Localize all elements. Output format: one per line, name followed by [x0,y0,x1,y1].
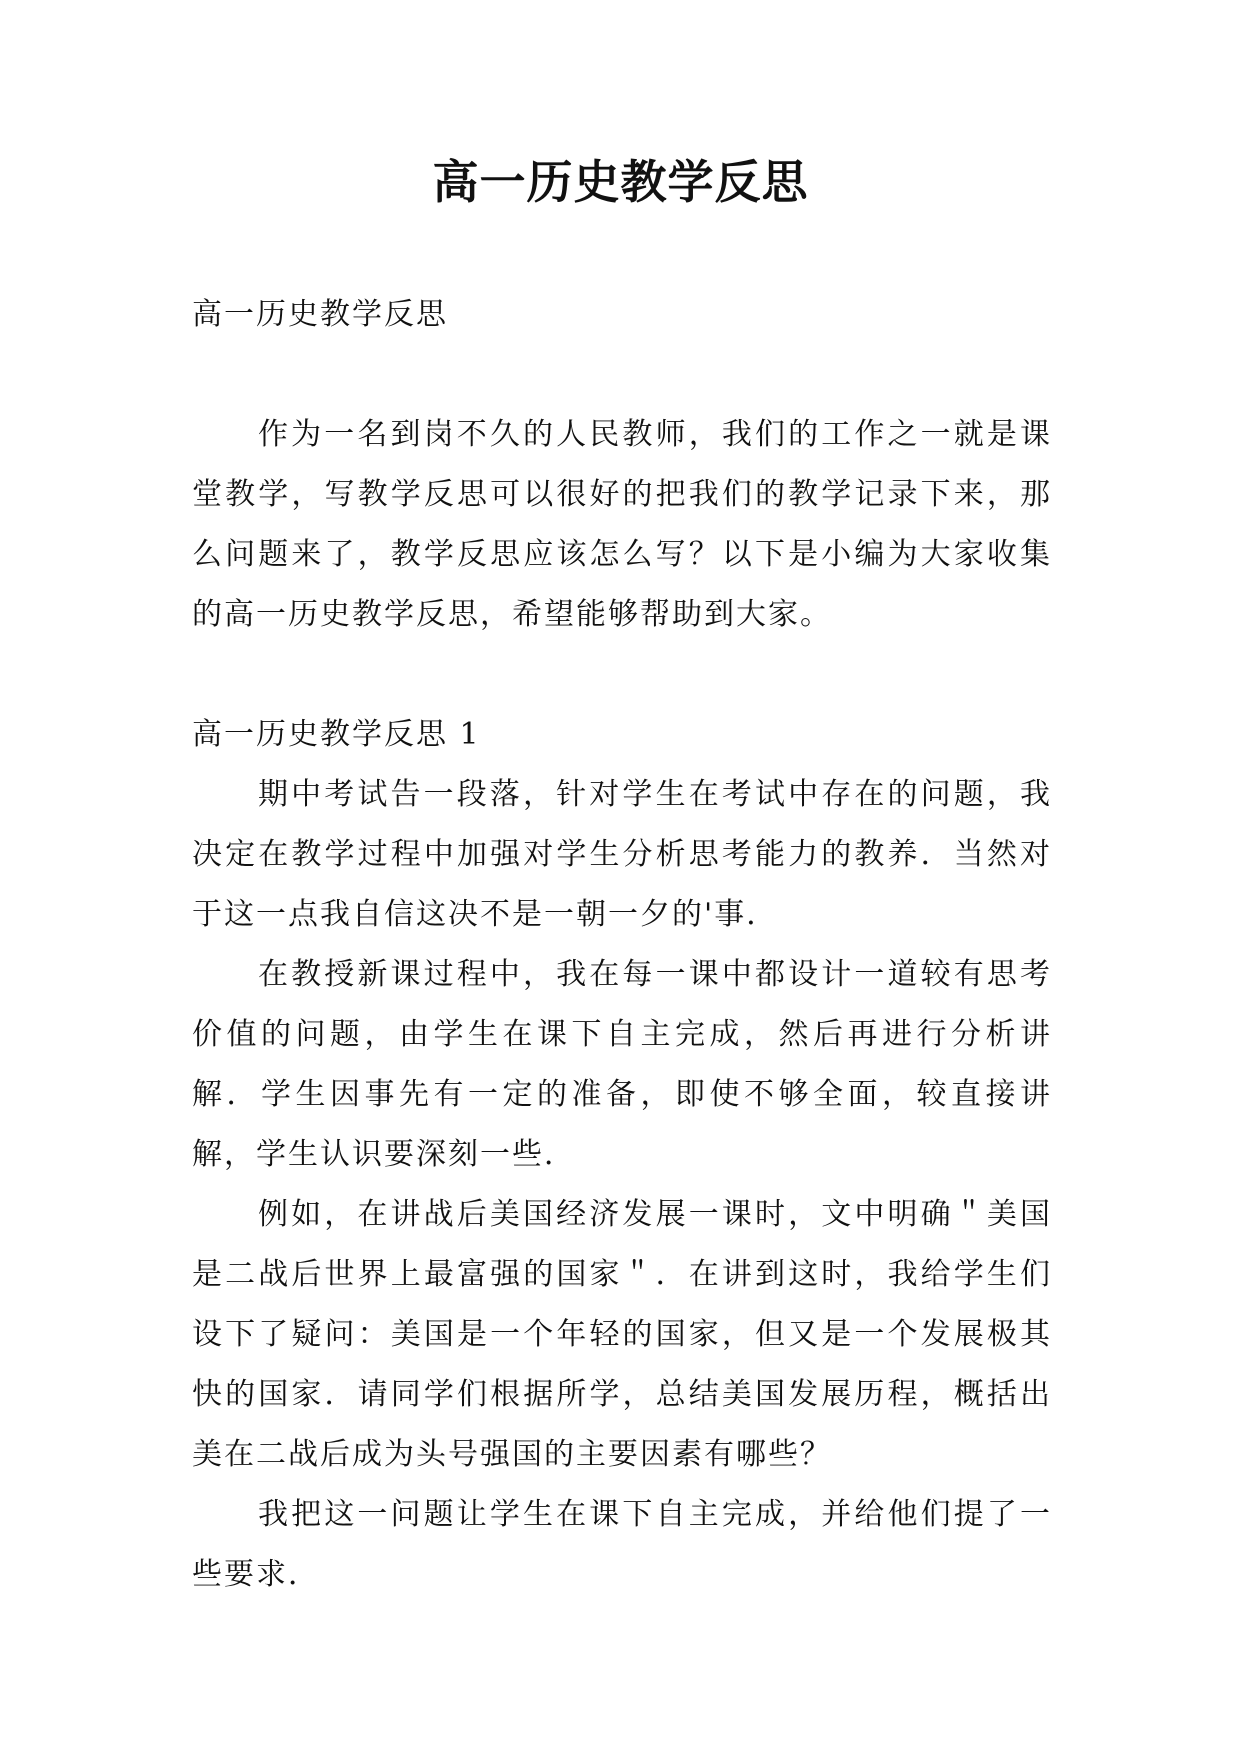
intro-paragraph: 作为一名到岗不久的人民教师，我们的工作之一就是课堂教学，写教学反思可以很好的把我们的教学记录下来，那么问题来了，教学反思应该怎么写？以下是小编为大家收集的高一历史教学反思，希望能够帮助到大家。 [192,417,1052,632]
document-title: 高一历史教学反思 [432,155,809,209]
document-body [192,285,1052,1605]
body-paragraph: 例如，在讲战后美国经济发展一课时，文中明确＂美国是二战后世界上最富强的国家＂．在讲到这时，我给学生们设下了疑问：美国是一个年轻的国家，但又是一个发展极其快的国家．请同学们根据所学，总结美国发展历程，概括出美在二战后成为头号强国的主要因素有哪些？ [192,1197,1052,1472]
body-paragraph: 我把这一问题让学生在课下自主完成，并给他们提了一些要求． [192,1497,1052,1592]
body-paragraph: 在教授新课过程中，我在每一课中都设计一道较有思考价值的问题，由学生在课下自主完成，然后再进行分析讲解．学生因事先有一定的准备，即使不够全面，较直接讲解，学生认识要深刻一些． [192,957,1052,1172]
section-heading: 高一历史教学反思 1 [192,717,481,752]
spacer [192,345,1052,405]
body-paragraph: 期中考试告一段落，针对学生在考试中存在的问题，我决定在教学过程中加强对学生分析思考能力的教养．当然对于这一点我自信这决不是一朝一夕的'事． [192,777,1052,932]
spacer [192,645,1052,705]
document-subtitle: 高一历史教学反思 [192,297,448,332]
